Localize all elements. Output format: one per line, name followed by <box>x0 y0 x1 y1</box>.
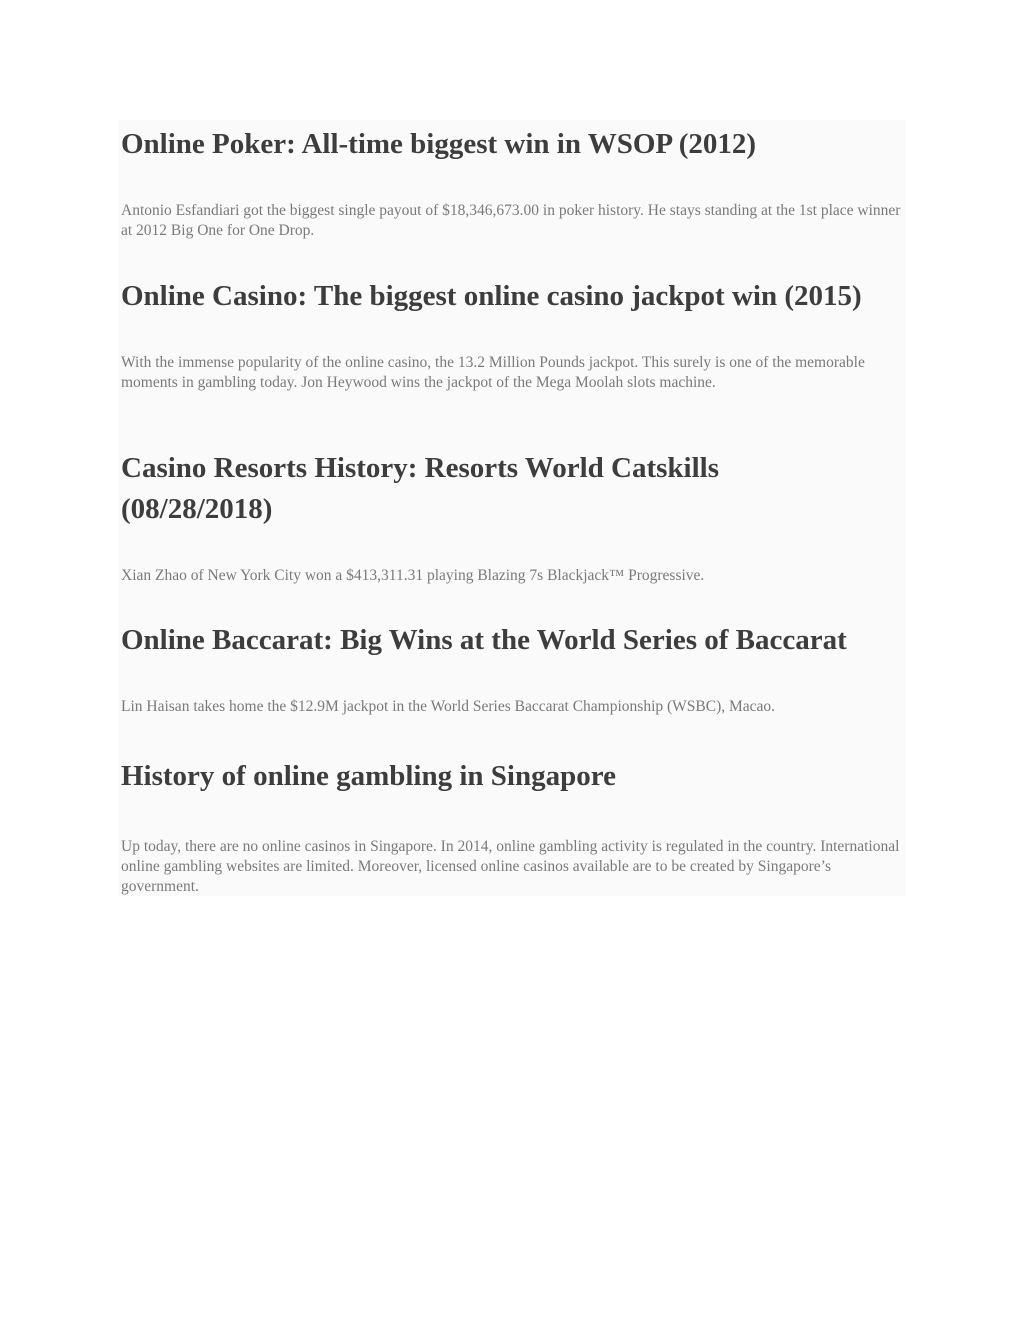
section-body-casino-resorts: Xian Zhao of New York City won a $413,311.31 playing Blazing 7s Blackjack™ Progressive. <box>121 567 705 584</box>
section-body-online-casino: With the immense popularity of the online casino, the 13.2 Million Pounds jackpot. This surely is one of the memorable moments in gambling today. Jon Heywood wins the jackpot of the Mega Moolah slots machine. <box>121 354 865 391</box>
section-body-online-baccarat: Lin Haisan takes home the $12.9M jackpot in the World Series Baccarat Championship (WSBC), Macao. <box>121 698 776 715</box>
section-heading-online-baccarat: Online Baccarat: Big Wins at the World Series of Baccarat <box>121 624 847 656</box>
section-heading-online-casino: Online Casino: The biggest online casino jackpot win (2015) <box>121 280 862 312</box>
section-body-online-poker: Antonio Esfandiari got the biggest single payout of $18,346,673.00 in poker history. He stays standing at the 1st place winner at 2012 Big One for One Drop. <box>121 202 901 239</box>
section-heading-online-poker: Online Poker: All-time biggest win in WSOP (2012) <box>121 128 757 160</box>
section-heading-casino-resorts: Casino Resorts History: Resorts World Catskills (08/28/2018) <box>121 452 719 525</box>
section-body-singapore: Up today, there are no online casinos in Singapore. In 2014, online gambling activity is regulated in the country. International online gambling websites are limited. Moreover, licensed online casinos available are to be created by Singapore’s government. <box>121 838 900 895</box>
section-heading-singapore: History of online gambling in Singapore <box>121 760 616 792</box>
